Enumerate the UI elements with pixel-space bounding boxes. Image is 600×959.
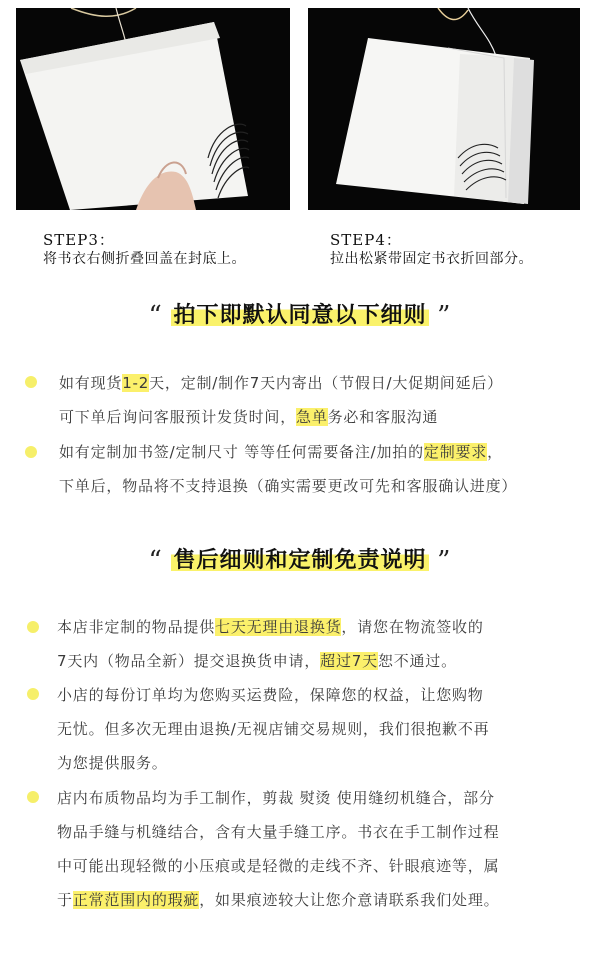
aftersale-line: 店内布质物品均为手工制作，剪裁 熨烫 使用缝纫机缝合，部分 <box>57 789 495 807</box>
notice-heading <box>0 298 600 331</box>
aftersale-line: 小店的每份订单均为您购买运费险，保障您的权益，让您购物 <box>57 686 484 704</box>
step4-photo <box>308 8 580 210</box>
book-elastic-band-image <box>308 8 580 210</box>
bullet-dot <box>27 688 39 700</box>
aftersale-line: 7天内（物品全新）提交退换货申请，超过7天恕不通过。 <box>57 652 457 670</box>
step3-text: 将书衣右侧折叠回盖在封底上。 <box>43 251 246 267</box>
bullet-dot <box>25 446 37 458</box>
aftersale-line: 物品手缝与机缝结合，含有大量手缝工序。书衣在手工制作过程 <box>57 823 500 841</box>
step4-text: 拉出松紧带固定书衣折回部分。 <box>330 251 533 267</box>
notice-line: 如有现货1-2天，定制/制作7天内寄出（节假日/大促期间延后） <box>59 374 503 392</box>
aftersale-heading <box>0 543 600 576</box>
aftersale-line: 无忧。但多次无理由退换/无视店铺交易规则，我们很抱歉不再 <box>57 720 490 738</box>
close-quote: ” <box>437 546 452 576</box>
aftersale-line: 中可能出现轻微的小压痕或是轻微的走线不齐、针眼痕迹等，属 <box>57 857 500 875</box>
close-quote: ” <box>437 301 452 331</box>
book-cover-fold-image <box>16 8 290 210</box>
step4-caption <box>330 231 533 269</box>
bullet-dot <box>27 621 39 633</box>
open-quote: “ <box>148 301 163 331</box>
open-quote: “ <box>148 546 163 576</box>
notice-line: 如有定制加书签/定制尺寸 等等任何需要备注/加拍的定制要求， <box>59 443 503 461</box>
step3-title: STEP3： <box>43 231 115 249</box>
bullet-dot <box>25 376 37 388</box>
notice-line: 下单后，物品将不支持退换（确实需要更改可先和客服确认进度） <box>59 477 518 495</box>
notice-heading-text: 拍下即默认同意以下细则 <box>173 302 427 328</box>
notice-line: 可下单后询问客服预计发货时间，急单务必和客服沟通 <box>59 408 439 426</box>
step3-caption <box>43 231 246 269</box>
step3-photo <box>16 8 290 210</box>
aftersale-line: 本店非定制的物品提供七天无理由退换货，请您在物流签收的 <box>57 618 484 636</box>
aftersale-heading-text: 售后细则和定制免责说明 <box>173 547 427 573</box>
bullet-dot <box>27 791 39 803</box>
step4-title: STEP4： <box>330 231 402 249</box>
aftersale-line: 为您提供服务。 <box>57 754 168 772</box>
aftersale-line: 于正常范围内的瑕疵，如果痕迹较大让您介意请联系我们处理。 <box>57 891 500 909</box>
